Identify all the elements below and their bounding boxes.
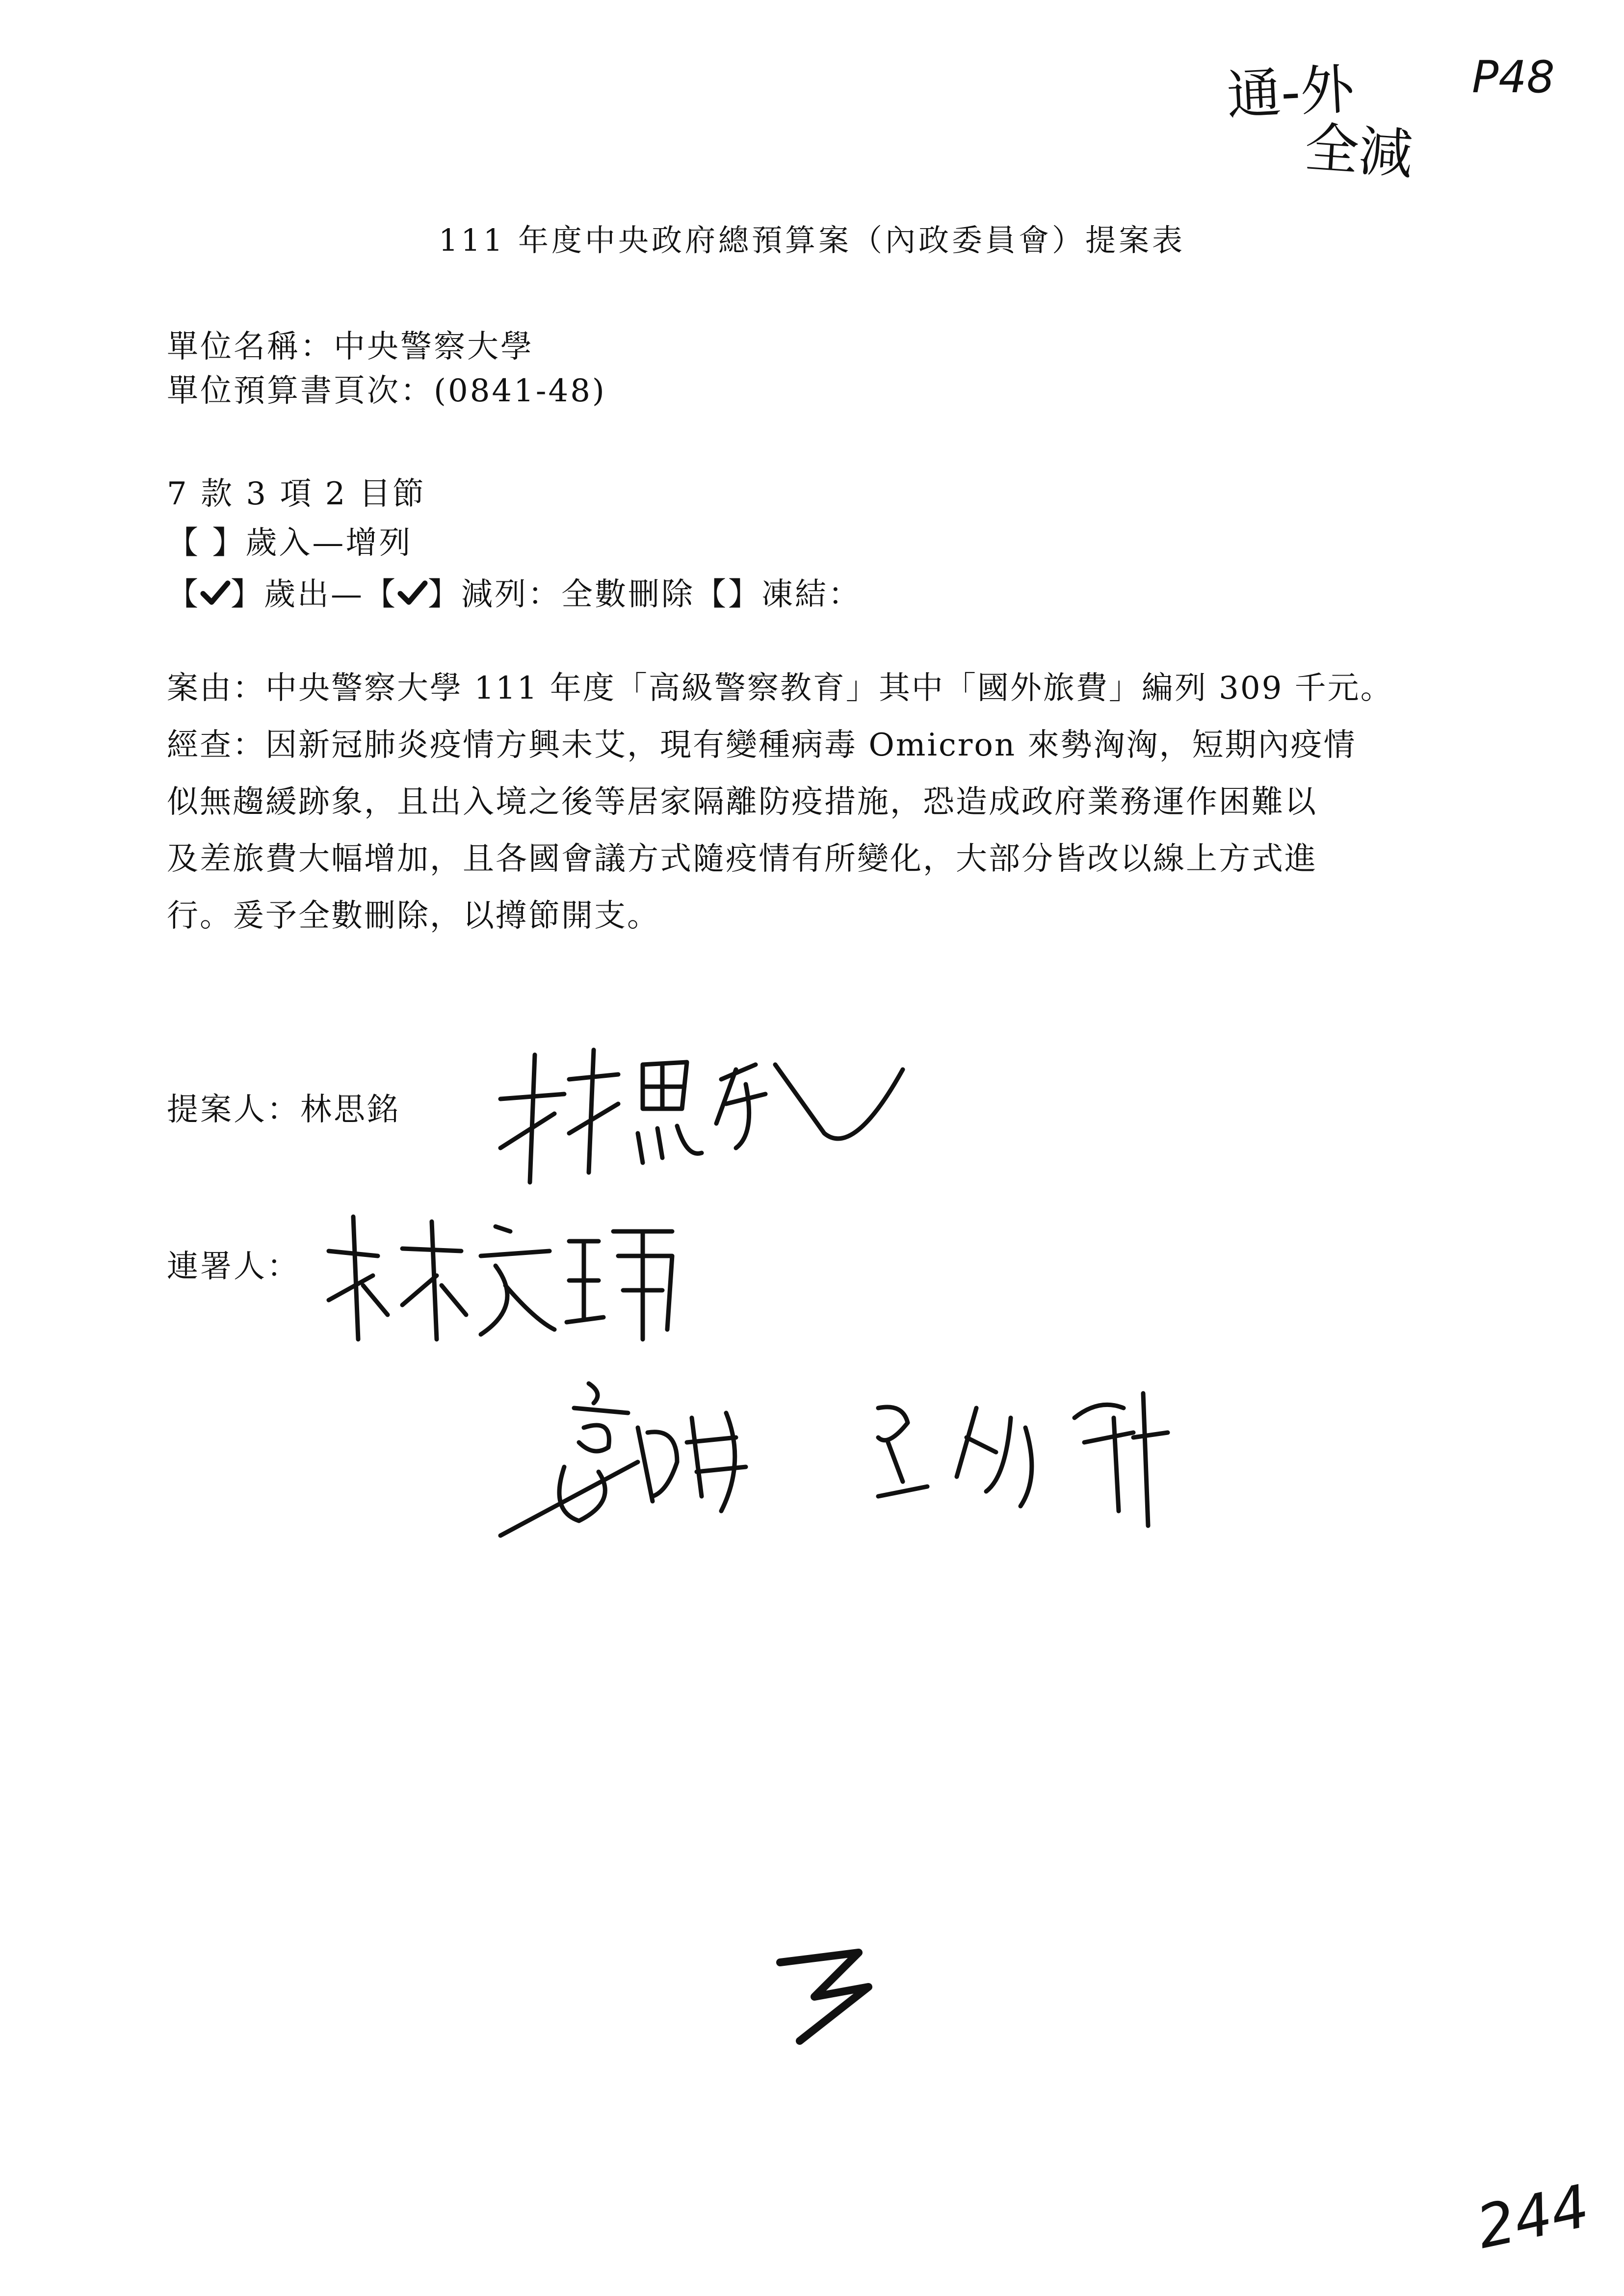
expense-option-row xyxy=(167,569,862,614)
unit-name-value: 中央警察大學 xyxy=(334,329,534,365)
handwritten-center-mark xyxy=(765,1943,878,2056)
reduce-text: 減列：全數刪除 xyxy=(461,576,695,613)
revenue-option: 【 】歲入—增列 xyxy=(167,525,413,561)
bracket-open-1: 【 xyxy=(167,576,200,613)
cosigner-signature-2 xyxy=(491,1374,824,1550)
budget-item: 7 款 3 項 2 目節 xyxy=(167,476,426,512)
bracket-close-1: 】 xyxy=(231,576,264,613)
handwritten-note-top-line1: 通-外 xyxy=(1225,57,1356,127)
proposer-name: 林思銘 xyxy=(300,1092,400,1128)
bracket-close-2: 】 xyxy=(428,576,461,613)
checkmark-icon xyxy=(200,577,231,608)
freeze-text: 【】凍結： xyxy=(695,576,862,613)
reason-line: 及差旅費大幅增加，且各國會議方式隨疫情有所變化，大部分皆改以線上方式進 xyxy=(167,841,1317,877)
expense-text: 歲出— xyxy=(264,576,364,613)
cosigner-signature-1 xyxy=(319,1202,692,1349)
reason-line: 案由：中央警察大學 111 年度「高級警察教育」其中「國外旅費」編列 309 千元。 xyxy=(167,670,1393,706)
proposer-label: 提案人： xyxy=(167,1092,300,1128)
page-ref-label: 單位預算書頁次： xyxy=(167,373,434,409)
handwritten-note-top-line2: 全減 xyxy=(1303,116,1415,186)
reason-paragraph xyxy=(167,660,1511,944)
reason-line: 行。爰予全數刪除，以撙節開支。 xyxy=(167,898,660,934)
cosigner-label: 連署人： xyxy=(167,1249,300,1285)
proposer-row xyxy=(167,1084,400,1129)
reason-line: 經查：因新冠肺炎疫情方興未艾，現有變種病毒 Omicron 來勢洶洶，短期內疫情 xyxy=(167,727,1357,763)
reason-line: 似無趨緩跡象，且出入境之後等居家隔離防疫措施，恐造成政府業務運作困難以 xyxy=(167,784,1317,820)
unit-name-label: 單位名稱： xyxy=(167,329,334,365)
handwritten-page-ref: P48 xyxy=(1472,52,1555,103)
cosigner-signature-3 xyxy=(868,1379,1202,1536)
document-title: 111 年度中央政府總預算案（內政委員會）提案表 xyxy=(438,222,1186,258)
bracket-open-2: 【 xyxy=(364,576,397,613)
page-ref-value: (0841-48) xyxy=(434,373,606,409)
checkmark-icon xyxy=(397,577,428,608)
proposer-signature xyxy=(481,1035,913,1192)
cosigner-row xyxy=(167,1241,300,1286)
page-ref-row xyxy=(167,365,606,411)
handwritten-page-number: 244 xyxy=(1471,2172,1595,2263)
unit-name-row xyxy=(167,321,534,366)
